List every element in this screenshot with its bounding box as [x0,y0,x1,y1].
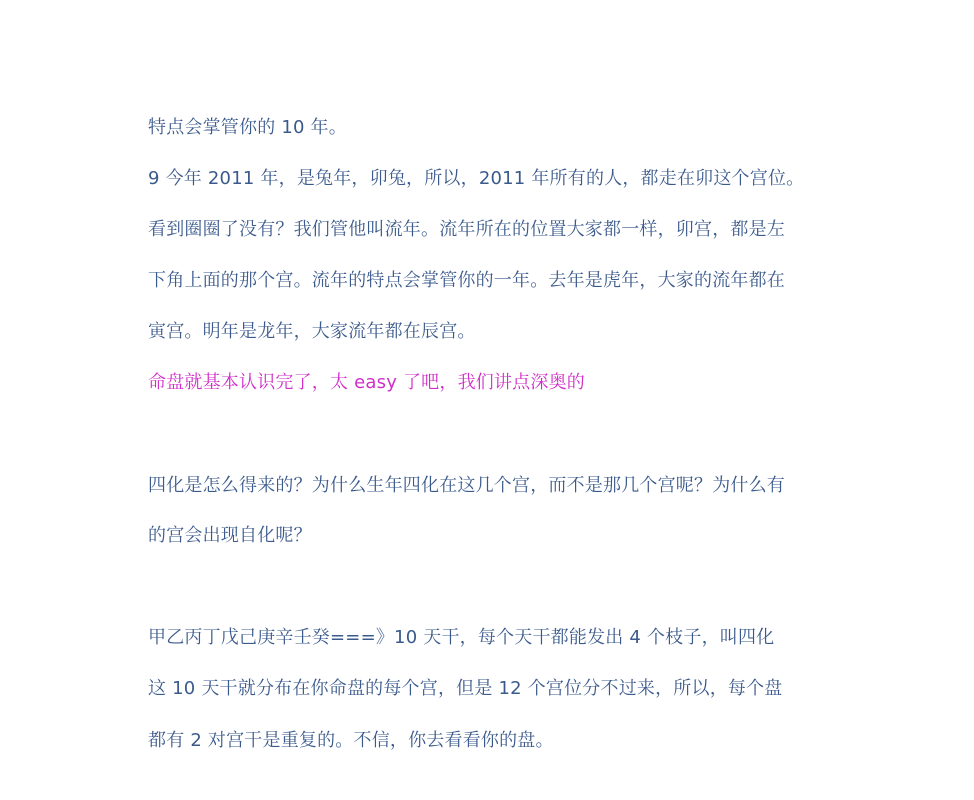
text-line: 下角上面的那个宫。流年的特点会掌管你的一年。去年是虎年，大家的流年都在 [148,270,785,291]
text-line: 四化是怎么得来的？为什么生年四化在这几个宫，而不是那几个宫呢？为什么有 [148,475,785,496]
text-line: 9 今年 2011 年，是兔年，卯兔，所以，2011 年所有的人，都走在卯这个宫位。 [148,168,805,189]
text-line: 的宫会出现自化呢？ [148,525,312,546]
text-line: 寅宫。明年是龙年，大家流年都在辰宫。 [148,321,476,342]
text-line: 特点会掌管你的 10 年。 [148,117,347,138]
text-line: 甲乙丙丁戊己庚辛壬癸===》10 天干，每个天干都能发出 4 个枝子，叫四化 [148,627,775,648]
highlighted-text-line: 命盘就基本认识完了，太 easy 了吧，我们讲点深奥的 [148,372,585,393]
text-line: 都有 2 对宫干是重复的。不信，你去看看你的盘。 [148,730,554,751]
text-line: 这 10 天干就分布在你命盘的每个宫，但是 12 个宫位分不过来，所以，每个盘 [148,678,783,699]
text-line: 看到圈圈了没有？我们管他叫流年。流年所在的位置大家都一样，卯宫，都是左 [148,219,785,240]
